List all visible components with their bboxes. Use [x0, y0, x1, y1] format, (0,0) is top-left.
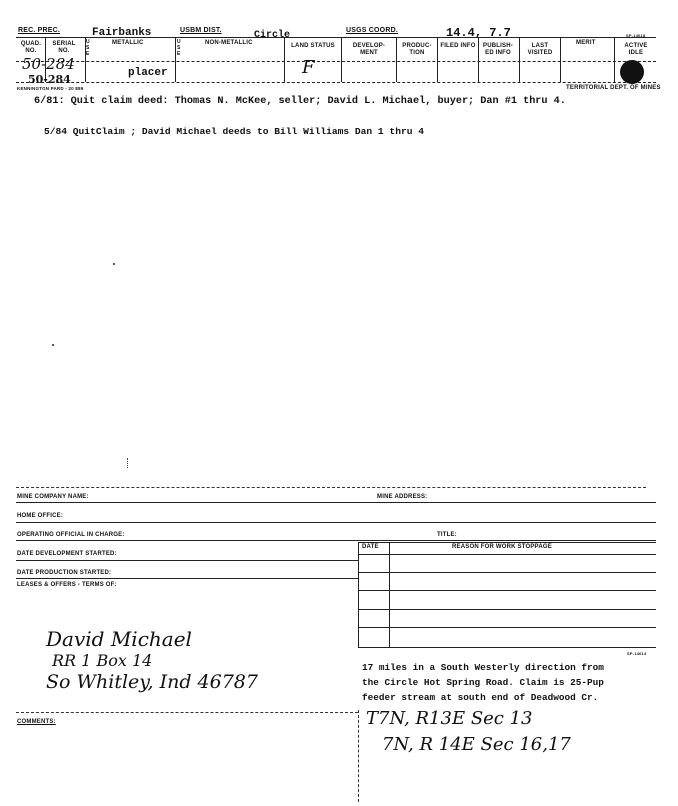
- rule-dev-started: [16, 560, 358, 561]
- operating-official-label: OPERATING OFFICIAL IN CHARGE:: [17, 532, 125, 538]
- hand-address-2: So Whitley, Ind 46787: [46, 671, 258, 693]
- land-status-label: LAND STATUS: [291, 43, 335, 49]
- note-line-2: 5/84 QuitClaim ; David Michael deeds to Bill Williams Dan 1 thru 4: [44, 126, 424, 137]
- form-code: SP-14618: [626, 33, 646, 38]
- table-left-border: [358, 542, 359, 648]
- type-value: placer: [128, 67, 168, 79]
- merit-label: MERIT: [576, 40, 596, 46]
- rule-home-office: [16, 522, 656, 523]
- col-div-8: [478, 37, 479, 82]
- territorial-dept: TERRITORIAL DEPT. OF MINES: [566, 85, 661, 91]
- serial-value-typed: 50-284: [28, 73, 71, 86]
- col-div-9: [519, 37, 520, 82]
- published-info-label: PUBLISH- ED INFO: [483, 43, 513, 56]
- quad-label: QUAD. NO.: [20, 41, 42, 54]
- rule-prod-started: [16, 578, 358, 579]
- leases-label: LEASES & OFFERS - TERMS OF:: [17, 582, 117, 588]
- usgs-coord-value: 14.4, 7.7: [446, 26, 511, 40]
- header-rule-bottom: [16, 82, 656, 83]
- use-letters-nonmetallic: U S E: [177, 39, 181, 57]
- reason-col-label: REASON FOR WORK STOPPAGE: [452, 544, 552, 550]
- date-col-label: DATE: [362, 544, 379, 550]
- township-line-1: T7N, R13E Sec 13: [366, 708, 533, 729]
- title-label: TITLE:: [437, 532, 457, 538]
- hand-address-1: RR 1 Box 14: [52, 651, 153, 670]
- dev-started-label: DATE DEVELOPMENT STARTED:: [17, 551, 117, 557]
- table-rule-4: [358, 609, 656, 610]
- active-status-dot: [620, 60, 644, 84]
- prod-started-label: DATE PRODUCTION STARTED:: [17, 570, 112, 576]
- col-div-11: [614, 37, 615, 82]
- col-div-7: [437, 37, 438, 82]
- use-letters-metallic: U S E: [86, 39, 90, 57]
- home-office-label: HOME OFFICE:: [17, 513, 64, 519]
- filed-info-label: FILED INFO: [440, 43, 476, 49]
- usgs-coord-label: USGS COORD.: [346, 27, 398, 34]
- lower-rule-top: [16, 487, 646, 488]
- note-line-1: 6/81: Quit claim deed: Thomas N. McKee, seller; David L. Michael, buyer; Dan #1 thru 4.: [34, 96, 566, 107]
- metallic-label: METALLIC: [112, 40, 144, 46]
- rule-comments: [16, 712, 358, 713]
- col-div-6: [396, 37, 397, 82]
- nonmetallic-label: NON-METALLIC: [205, 40, 253, 46]
- col-div-4: [284, 37, 285, 82]
- table-date-divider: [389, 542, 390, 648]
- table-rule-5: [358, 627, 656, 628]
- printer-note: KENNINGTON PARD - 20 889: [17, 86, 84, 91]
- serial-label: SERIAL NO.: [52, 41, 76, 54]
- rec-prec-label: REC. PREC.: [18, 27, 61, 34]
- rec-prec-value: Fairbanks: [92, 27, 152, 39]
- col-div-10: [560, 37, 561, 82]
- speck: [113, 263, 115, 265]
- usbm-dist-label: USBM DIST.: [180, 27, 222, 34]
- mine-company-label: MINE COMPANY NAME:: [17, 494, 89, 500]
- speck: [127, 458, 129, 468]
- form-code-2: SP-14614: [627, 651, 647, 656]
- comments-divider: [358, 710, 359, 802]
- comments-label: COMMENTS:: [17, 719, 56, 725]
- speck: [52, 344, 54, 346]
- rule-official: [16, 540, 656, 541]
- location-line-3: feeder stream at south end of Deadwood Cr.: [362, 692, 599, 703]
- location-line-2: the Circle Hot Spring Road. Claim is 25-Pup: [362, 677, 604, 688]
- usbm-dist-value: Circle: [254, 30, 291, 41]
- col-div-5: [341, 37, 342, 82]
- township-line-2: 7N, R 14E Sec 16,17: [382, 734, 571, 755]
- land-status-value: F: [302, 57, 315, 78]
- table-rule-2: [358, 572, 656, 573]
- active-idle-label: ACTIVE IDLE: [624, 43, 648, 56]
- development-label: DEVELOP- MENT: [352, 43, 386, 56]
- rule-company: [16, 502, 656, 503]
- col-div-3: [175, 37, 176, 82]
- production-label: PRODUC- TION: [402, 43, 432, 56]
- table-rule-6: [358, 647, 656, 648]
- mine-address-label: MINE ADDRESS:: [377, 494, 428, 500]
- table-rule-3: [358, 590, 656, 591]
- location-line-1: 17 miles in a South Westerly direction from: [362, 662, 604, 673]
- last-visited-label: LAST VISITED: [527, 43, 553, 56]
- serial-value-handwritten: 50-284: [22, 55, 75, 73]
- table-rule-1: [358, 554, 656, 555]
- table-rule-head: [358, 542, 656, 543]
- hand-name: David Michael: [46, 627, 192, 651]
